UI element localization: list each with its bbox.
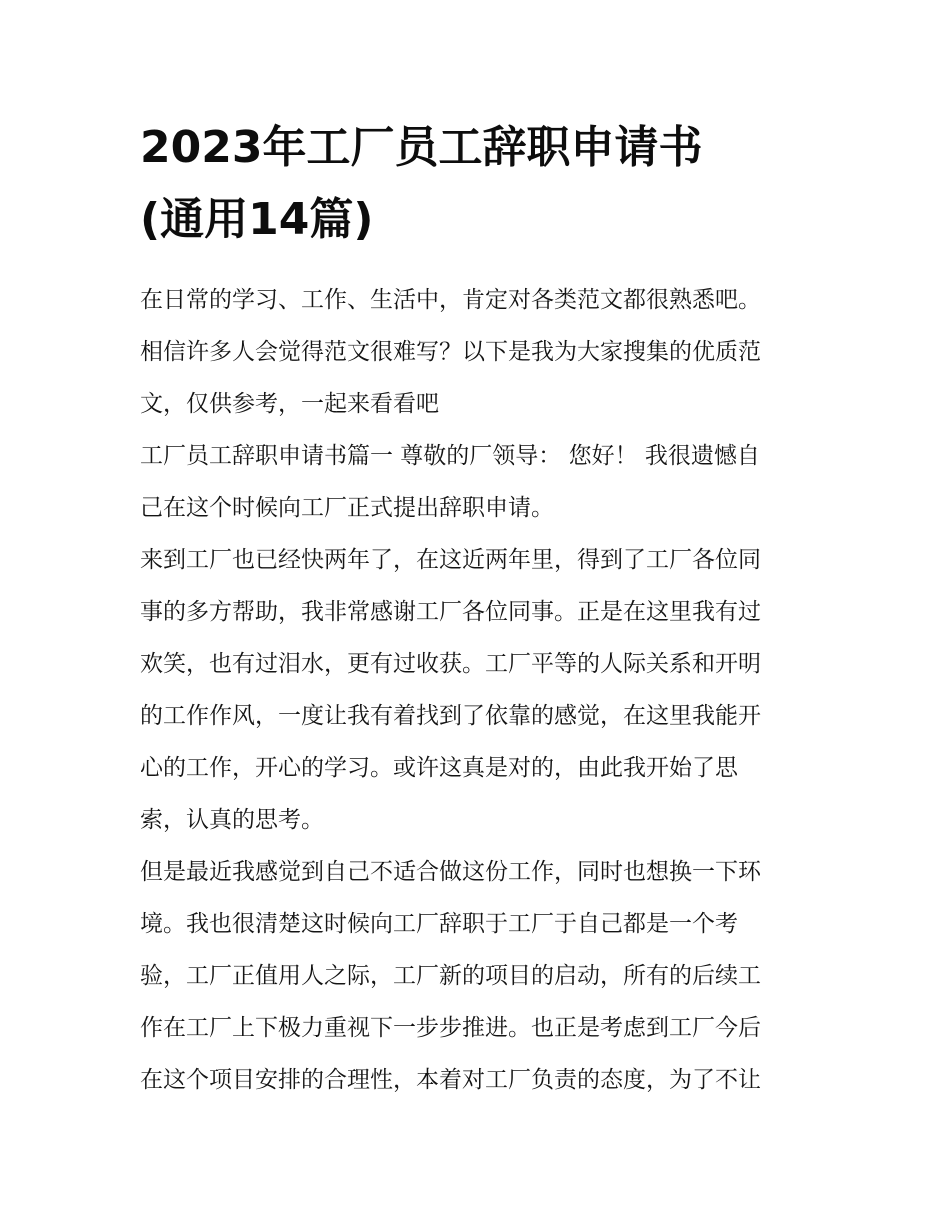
text-line: 工厂员工辞职申请书篇一 尊敬的厂领导： 您好！ 我很遗憾自 <box>140 443 760 469</box>
text-line: 作在工厂上下极力重视下一步步推进。也正是考虑到工厂今后 <box>140 1015 761 1041</box>
text-line: 在这个项目安排的合理性，本着对工厂负责的态度，为了不让 <box>140 1067 761 1093</box>
text-line: 相信许多人会觉得范文很难写？以下是我为大家搜集的优质范 <box>140 339 761 365</box>
text-line: 的工作作风，一度让我有着找到了依靠的感觉，在这里我能开 <box>140 703 761 729</box>
title-line: 2023年工厂员工辞职申请书 <box>140 122 703 173</box>
text-line: 事的多方帮助，我非常感谢工厂各位同事。正是在这里我有过 <box>140 599 761 625</box>
text-line: 索，认真的思考。 <box>140 807 324 833</box>
text-line: 境。我也很清楚这时候向工厂辞职于工厂于自己都是一个考 <box>140 911 738 937</box>
text-line: 在日常的学习、工作、生活中，肯定对各类范文都很熟悉吧。 <box>140 287 761 313</box>
text-line: 来到工厂也已经快两年了，在这近两年里，得到了工厂各位同 <box>140 547 761 573</box>
document-page <box>140 112 812 1106</box>
title-line: (通用14篇) <box>140 194 374 245</box>
text-line: 文，仅供参考，一起来看看吧 <box>140 391 439 417</box>
paragraph-intro <box>140 274 812 430</box>
paragraph-greeting <box>140 430 812 534</box>
paragraph-reason <box>140 846 812 1106</box>
text-line: 心的工作，开心的学习。或许这真是对的，由此我开始了思 <box>140 755 738 781</box>
document-title <box>140 112 812 256</box>
text-line: 但是最近我感觉到自己不适合做这份工作，同时也想换一下环 <box>140 859 761 885</box>
text-line: 验，工厂正值用人之际，工厂新的项目的启动，所有的后续工 <box>140 963 761 989</box>
text-line: 欢笑，也有过泪水，更有过收获。工厂平等的人际关系和开明 <box>140 651 761 677</box>
paragraph-experience <box>140 534 812 846</box>
text-line: 己在这个时候向工厂正式提出辞职申请。 <box>140 495 554 521</box>
